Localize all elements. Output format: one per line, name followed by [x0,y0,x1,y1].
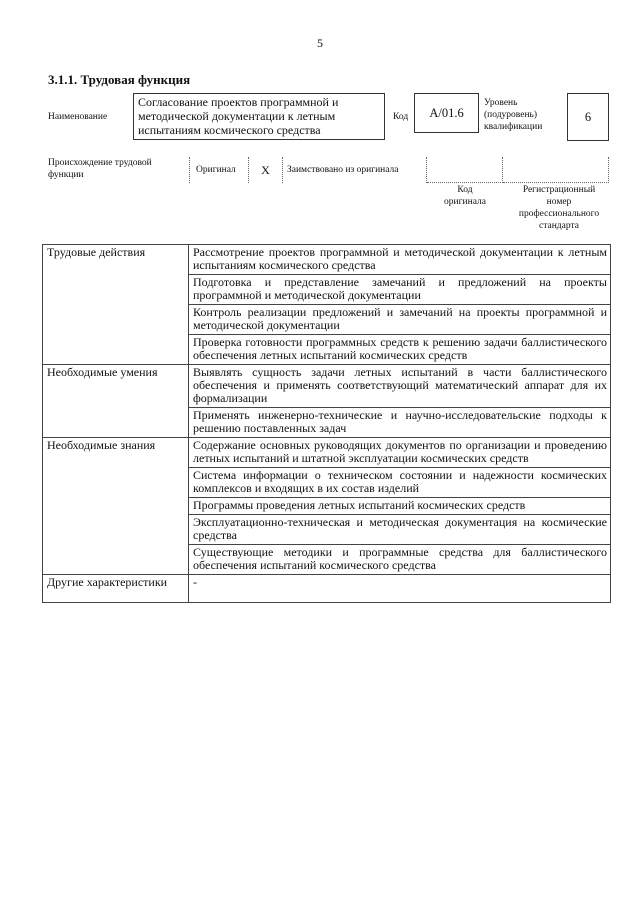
code-value-box: A/01.6 [414,93,479,133]
borrowed-label: Заимствовано из оригинала [287,165,399,175]
origin-label [48,157,152,181]
other-label: Другие характеристики [43,575,189,603]
code-original-line2: оригинала [444,197,486,207]
code-label: Код [393,112,409,122]
level-label [484,97,542,133]
reg-number-caption [503,184,615,232]
level-label-line3: квалификации [484,122,543,132]
page-number: 5 [317,36,323,50]
knowledge-item: Программы проведения летных испытаний космических средств [189,498,611,515]
reg-number-cell [503,157,609,183]
reg-number-line4: стандарта [539,221,579,231]
other-value: - [189,575,611,603]
labor-action-item: Проверка готовности программных средств к решению задачи баллистического обеспечения летных испытаний космических средств [189,335,611,365]
labor-action-item: Рассмотрение проектов программной и методической документации к летным испытаниям космического средства [189,245,611,275]
name-label: Наименование [48,112,108,122]
reg-number-line3: профессионального [518,209,600,219]
skills-label: Необходимые умения [43,365,189,438]
knowledge-label: Необходимые знания [43,438,189,575]
original-cell [189,157,249,183]
original-mark: X [261,162,270,177]
level-value-box: 6 [567,93,609,141]
level-label-line2: (подуровень) [484,110,538,120]
knowledge-item: Эксплуатационно-техническая и методическая документация на космические средства [189,515,611,545]
origin-row [189,157,609,183]
skill-item: Применять инженерно-технические и научно-исследовательские подходы к решению поставленных задач [189,408,611,438]
code-original-cell [427,157,503,183]
table-row [43,245,611,275]
labor-action-item: Контроль реализации предложений и замечаний на проекты программной и методической документации [189,305,611,335]
skill-item: Выявлять сущность задачи летных испытаний в части баллистического обеспечения и применять соответствующий математический аппарат для их формализации [189,365,611,408]
labor-action-item: Подготовка и представление замечаний и предложений на проекты программной и методической документации [189,275,611,305]
knowledge-item: Существующие методики и программные средства для баллистического обеспечения испытаний космического средства [189,545,611,575]
code-original-line1: Код [457,185,473,195]
table-row [43,575,611,603]
function-name-box: Согласование проектов программной и методической документации к летным испытаниям космического средства [133,93,385,140]
reg-number-line1: Регистрационный [522,185,596,195]
knowledge-item: Содержание основных руководящих документов по организации и проведению летных испытаний и штатной эксплуатации космических средств [189,438,611,468]
origin-label-line2: функции [48,170,84,180]
table-row [43,365,611,408]
borrowed-cell [283,157,427,183]
code-original-caption [427,184,503,208]
table-row [43,438,611,468]
section-title: 3.1.1. Трудовая функция [48,72,191,87]
origin-label-line1: Происхождение трудовой [48,158,152,168]
original-label: Оригинал [196,165,236,175]
function-details-table [42,244,611,603]
labor-actions-label: Трудовые действия [43,245,189,365]
reg-number-line2: номер [546,197,572,207]
original-mark-cell [249,157,283,183]
knowledge-item: Система информации о техническом состоянии и надежности космических комплексов и входящих в их состав изделий [189,468,611,498]
level-label-line1: Уровень [484,98,518,108]
